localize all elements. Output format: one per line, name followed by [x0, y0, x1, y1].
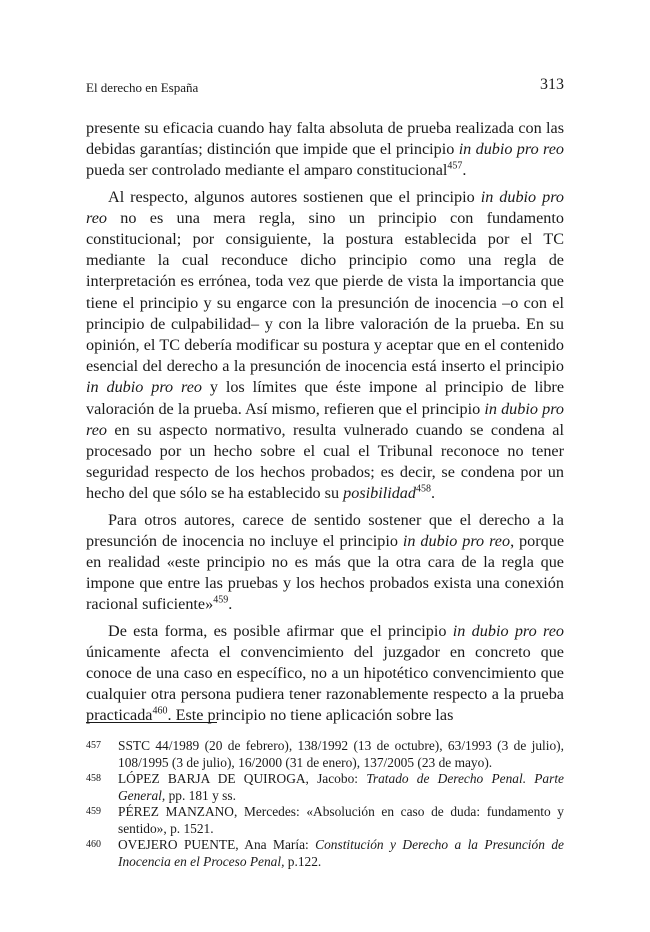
- footnote-divider: [86, 722, 217, 723]
- footnote-number: 458: [86, 773, 101, 784]
- italic-phrase: in dubio pro reo: [402, 531, 511, 550]
- paragraph-2: Al respecto, algunos autores sostienen que el principio in dubio pro reo no es una mera regla, sino un principio con fundamento constitucional; por consiguiente, la postura establecida por el TC mediante la cual reconduce dicho principio como una regla de interpretación es errónea, toda vez que pierde de vista la importancia que tiene el principio y su engarce con la presunción de inocencia –o con el principio de culpabilidad– y con la libre valoración de la prueba. En su opinión, el TC debería modificar su postura y aceptar que en el contenido esencial del derecho a la presunción de inocencia está inserto el principio in dubio pro reo y los límites que éste impone al principio de libre valoración de la prueba. Así mismo, refieren que el principio in dubio pro reo en su aspecto normativo, resulta vulnerado cuando se condena al procesado por un hecho sobre el cual el Tribunal reconoce no tener seguridad respecto de los hechos probados; es decir, se condena por un hecho del que sólo se ha establecido su posibilidad$^{458}$.: [86, 187, 565, 503]
- footnote: [86, 771, 564, 804]
- footnote-ref-458[interactable]: 458: [416, 484, 431, 496]
- footnote-ref-460[interactable]: 460: [152, 706, 168, 718]
- italic-phrase: in dubio pro reo: [86, 378, 202, 397]
- body-text: [86, 118, 564, 732]
- footnote-ref-459[interactable]: 459: [213, 595, 229, 607]
- footnote-number: 460: [86, 839, 101, 850]
- footnote-text: OVEJERO PUENTE, Ana María: Constitución y Derecho a la Presunción de Inocencia en el Proceso Penal, p.122.: [118, 837, 564, 869]
- footnote-ref-457[interactable]: 457: [447, 161, 463, 173]
- footnote: [86, 837, 564, 870]
- running-title: El derecho en España: [86, 80, 199, 95]
- italic-phrase: in dubio pro reo: [86, 399, 564, 439]
- footnote-text: LÓPEZ BARJA DE QUIROGA, Jacobo: Tratado de Derecho Penal. Parte General, pp. 181 y ss.: [118, 771, 564, 803]
- page-number: 313: [540, 76, 564, 93]
- italic-phrase: in dubio pro reo: [452, 621, 564, 640]
- footnote-number: 457: [86, 740, 101, 751]
- paragraph-1: presente su eficacia cuando hay falta absoluta de prueba realizada con las debidas garantías; distinción que impide que el principio in dubio pro reo pueda ser controlado mediante el amparo constitucional$^{457}$.: [86, 119, 564, 180]
- footnotes: [86, 738, 564, 870]
- paragraph-4: De esta forma, es posible afirmar que el principio in dubio pro reo únicamente afecta el convencimiento del juzgador en concreto que conoce de una caso en específico, no a un hipotético convencimiento que cualquier otra persona pudiera tener razonablemente respecto a la prueba practicada$^{460}$. Este principio no tiene aplicación sobre las: [86, 621, 564, 725]
- footnote-text: SSTC 44/1989 (20 de febrero), 138/1992 (13 de octubre), 63/1993 (3 de julio), 108/1995 (3 de julio), 16/2000 (31 de enero), 137/2005 (23 de mayo).: [118, 738, 564, 770]
- footnote-number: 459: [86, 806, 101, 817]
- footnote: [86, 738, 564, 771]
- footnote-text: PÉREZ MANZANO, Mercedes: «Absolución en caso de duda: fundamento y sentido», p. 1521.: [118, 804, 564, 836]
- italic-phrase: posibilidad: [343, 484, 416, 503]
- paragraph-3: Para otros autores, carece de sentido sostener que el derecho a la presunción de inocencia no incluye el principio in dubio pro reo, porque en realidad «este principio no es más que la otra cara de la regla que impone que entre las pruebas y los hechos probados exista una conexión racional suficiente»$^{459}$.: [86, 510, 565, 614]
- footnote: [86, 804, 564, 837]
- italic-phrase: in dubio pro reo: [458, 140, 564, 159]
- italic-phrase: in dubio pro reo: [86, 187, 564, 227]
